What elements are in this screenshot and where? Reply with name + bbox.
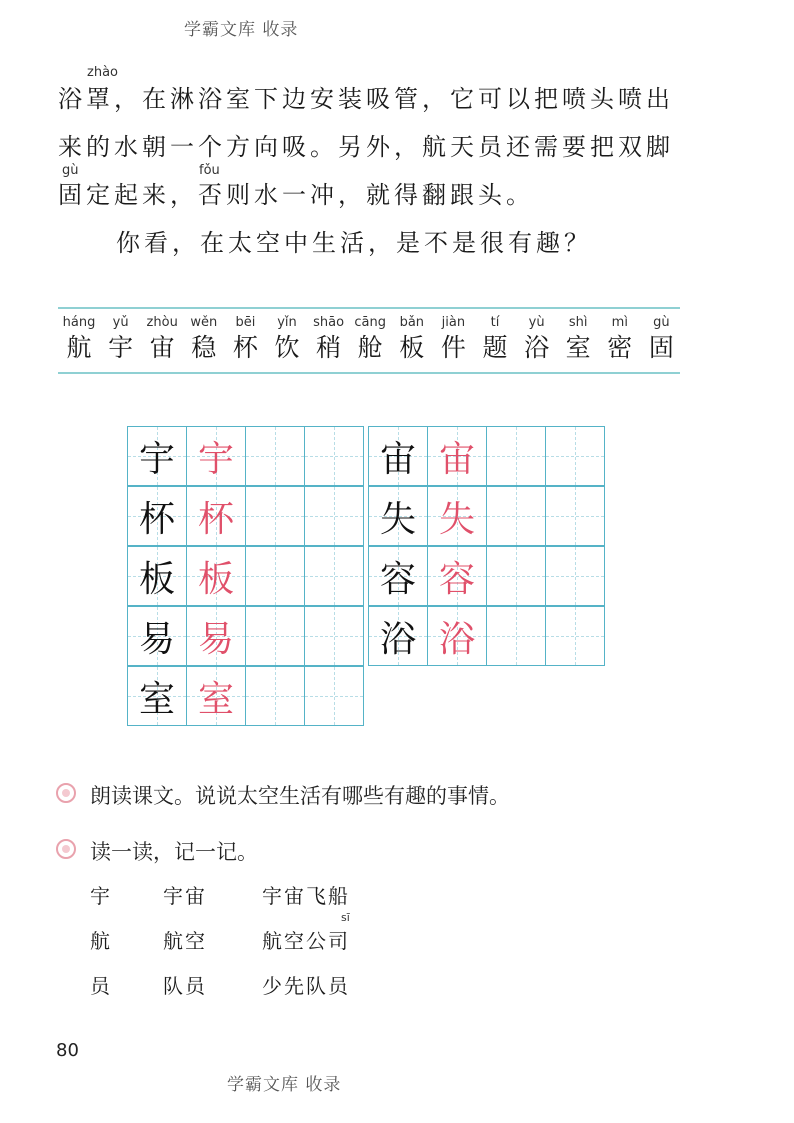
watermark-bottom: 学霸文库 收录 (227, 1075, 342, 1095)
word-pinyin: bǎn (399, 315, 425, 330)
word-pinyin: háng (62, 315, 96, 330)
vocab-word: 员 (90, 974, 112, 998)
word-bar-item (100, 315, 142, 365)
vocab-word: 航空公司 (262, 929, 350, 953)
model-character-cell[interactable] (127, 546, 187, 606)
empty-practice-cell[interactable] (486, 546, 546, 606)
empty-practice-cell[interactable] (545, 546, 605, 606)
word-pinyin: gù (653, 315, 670, 330)
empty-practice-cell[interactable] (545, 426, 605, 486)
word-character: 舱 (357, 333, 383, 362)
word-pinyin: bēi (235, 315, 256, 330)
empty-practice-cell[interactable] (486, 426, 546, 486)
word-pinyin: wěn (190, 315, 218, 330)
empty-practice-cell[interactable] (545, 606, 605, 666)
model-character: 容 (379, 558, 416, 600)
model-character: 宇 (138, 438, 175, 480)
model-character: 室 (138, 678, 175, 720)
empty-practice-cell[interactable] (245, 666, 305, 726)
word-bar-item (640, 315, 682, 365)
word-bar-item (599, 315, 641, 365)
exercise-1-icon (56, 783, 76, 803)
grid-row (369, 487, 605, 546)
model-character: 易 (138, 618, 175, 660)
word-character: 宙 (149, 333, 175, 362)
grid-row (128, 487, 364, 546)
grid-row (128, 427, 364, 486)
exercise-1-text: 朗读课文。说说太空生活有哪些有趣的事情。 (90, 784, 510, 808)
word-character: 杯 (232, 333, 258, 362)
word-bar-item (141, 315, 183, 365)
word-pinyin: jiàn (441, 315, 466, 330)
empty-practice-cell[interactable] (304, 606, 364, 666)
vocab-pinyin: sī (341, 911, 350, 924)
word-character: 板 (399, 333, 425, 362)
grid-row (369, 607, 605, 666)
model-character-cell[interactable] (127, 486, 187, 546)
trace-character: 宙 (438, 438, 475, 480)
vocab-word: 宇 (90, 884, 112, 908)
trace-character-cell[interactable] (186, 426, 246, 486)
empty-practice-cell[interactable] (245, 606, 305, 666)
empty-practice-cell[interactable] (486, 486, 546, 546)
word-bar-item (308, 315, 350, 365)
word-character: 固 (648, 333, 674, 362)
trace-character-cell[interactable] (427, 426, 487, 486)
word-bar-item (391, 315, 433, 365)
trace-character: 易 (197, 618, 234, 660)
model-character-cell[interactable] (368, 606, 428, 666)
word-character: 室 (565, 333, 591, 362)
model-character: 浴 (379, 618, 416, 660)
trace-character-cell[interactable] (427, 546, 487, 606)
grid-row (128, 667, 364, 726)
trace-character-cell[interactable] (186, 486, 246, 546)
page-number: 80 (56, 1040, 79, 1061)
model-character: 失 (379, 498, 416, 540)
empty-practice-cell[interactable] (304, 666, 364, 726)
word-character: 航 (66, 333, 92, 362)
trace-character-cell[interactable] (427, 486, 487, 546)
pinyin-zhao: zhào (87, 65, 118, 80)
word-character: 密 (607, 333, 633, 362)
word-character: 稳 (191, 333, 217, 362)
model-character-cell[interactable] (368, 486, 428, 546)
trace-character-cell[interactable] (186, 606, 246, 666)
word-bar-item (516, 315, 558, 365)
trace-character: 杯 (197, 498, 234, 540)
empty-practice-cell[interactable] (245, 546, 305, 606)
exercise-2-text: 读一读，记一记。 (90, 840, 258, 864)
trace-character: 宇 (197, 438, 234, 480)
model-character: 杯 (138, 498, 175, 540)
passage-line-1: 浴罩，在淋浴室下边安装吸管，它可以把喷头喷出 (58, 85, 674, 113)
empty-practice-cell[interactable] (304, 426, 364, 486)
passage-line-2: 来的水朝一个方向吸。另外，航天员还需要把双脚 (58, 133, 674, 161)
model-character-cell[interactable] (127, 426, 187, 486)
trace-character-cell[interactable] (186, 546, 246, 606)
empty-practice-cell[interactable] (245, 426, 305, 486)
word-bar-item (557, 315, 599, 365)
word-bar-bottom-line (58, 372, 680, 374)
grid-row (369, 427, 605, 486)
trace-character: 容 (438, 558, 475, 600)
word-bar-top-line (58, 307, 680, 309)
vocab-word: 宇宙 (163, 884, 207, 908)
word-pinyin: zhòu (146, 315, 178, 330)
word-pinyin: tí (490, 315, 500, 330)
word-character: 题 (482, 333, 508, 362)
watermark-top: 学霸文库 收录 (184, 20, 299, 40)
word-pinyin: yǐn (277, 315, 297, 330)
model-character-cell[interactable] (127, 666, 187, 726)
pinyin-fou: fǒu (199, 163, 220, 178)
empty-practice-cell[interactable] (245, 486, 305, 546)
word-pinyin: shāo (313, 315, 345, 330)
empty-practice-cell[interactable] (304, 546, 364, 606)
word-character: 宇 (108, 333, 134, 362)
empty-practice-cell[interactable] (304, 486, 364, 546)
model-character: 板 (138, 558, 175, 600)
word-pinyin: yǔ (112, 315, 129, 330)
word-bar-item (474, 315, 516, 365)
word-bar-item (266, 315, 308, 365)
empty-practice-cell[interactable] (486, 606, 546, 666)
model-character-cell[interactable] (127, 606, 187, 666)
word-bar-item (432, 315, 474, 365)
grid-row (128, 547, 364, 606)
model-character: 宙 (379, 438, 416, 480)
word-character: 件 (440, 333, 466, 362)
passage-line-4: 你看，在太空中生活，是不是很有趣？ (116, 229, 592, 257)
trace-character-cell[interactable] (186, 666, 246, 726)
model-character-cell[interactable] (368, 426, 428, 486)
exercise-2-icon (56, 839, 76, 859)
vocab-word: 队员 (163, 974, 207, 998)
trace-character: 室 (197, 678, 234, 720)
word-character: 稍 (316, 333, 342, 362)
grid-row (128, 607, 364, 666)
word-pinyin: mì (611, 315, 628, 330)
vocab-word: 航 (90, 929, 112, 953)
trace-character: 失 (438, 498, 475, 540)
trace-character-cell[interactable] (427, 606, 487, 666)
empty-practice-cell[interactable] (545, 486, 605, 546)
word-bar-item (349, 315, 391, 365)
word-character: 浴 (524, 333, 550, 362)
word-pinyin: cāng (354, 315, 386, 330)
model-character-cell[interactable] (368, 546, 428, 606)
word-pinyin: shì (568, 315, 588, 330)
word-pinyin: yù (528, 315, 545, 330)
word-character: 饮 (274, 333, 300, 362)
vocab-word: 少先队员 (262, 974, 350, 998)
trace-character: 板 (197, 558, 234, 600)
word-bar-item (224, 315, 266, 365)
word-bar-item (183, 315, 225, 365)
vocab-word: 航空 (163, 929, 207, 953)
vocab-word: 宇宙飞船 (262, 884, 350, 908)
trace-character: 浴 (438, 618, 475, 660)
word-bar-item (58, 315, 100, 365)
pinyin-gu: gù (62, 163, 79, 178)
grid-row (369, 547, 605, 606)
passage-line-3: 固定起来，否则水一冲，就得翻跟头。 (58, 181, 534, 209)
